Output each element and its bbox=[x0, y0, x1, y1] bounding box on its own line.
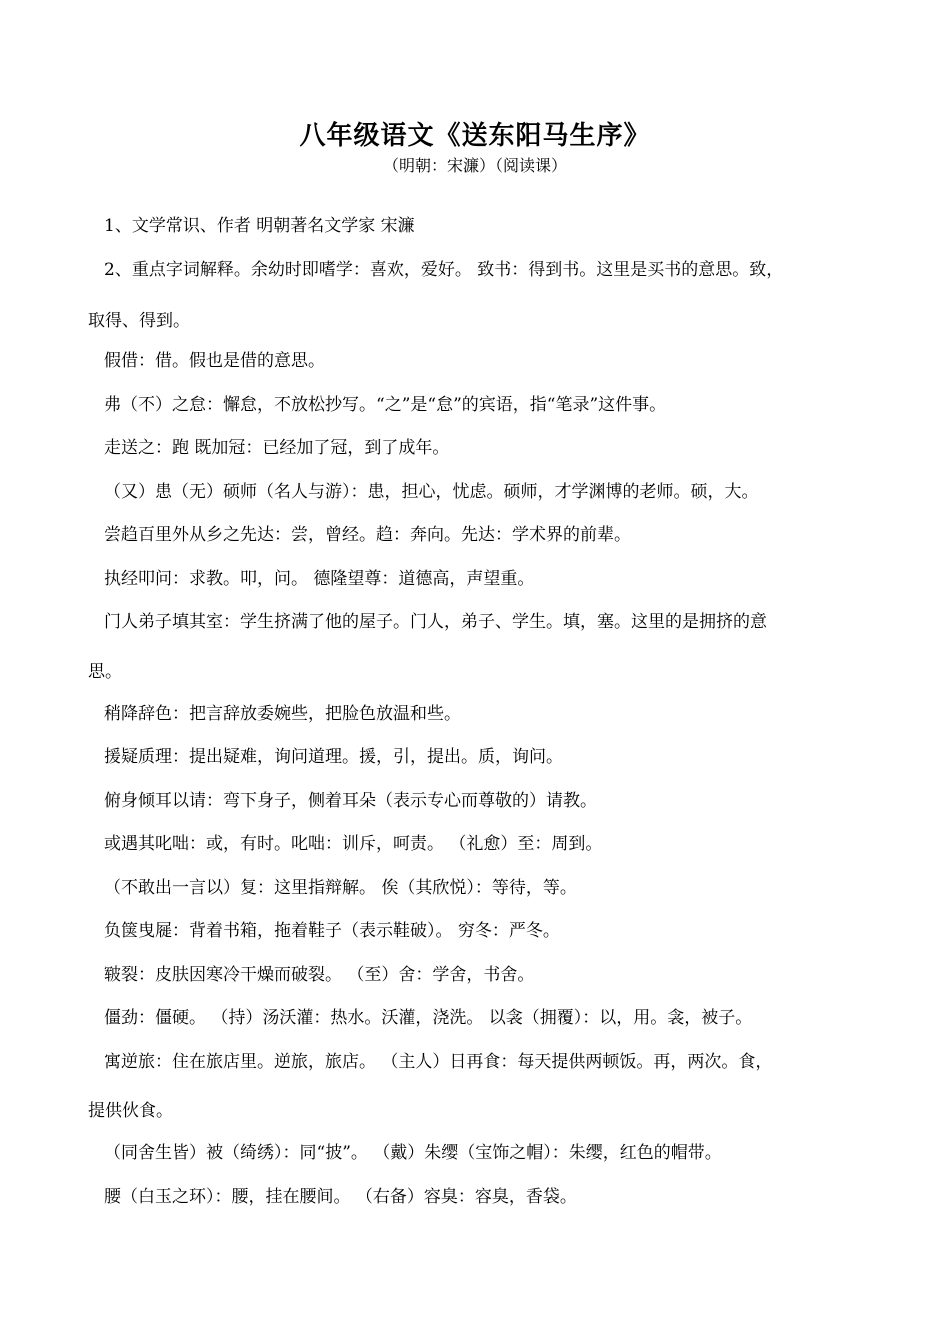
text-line: （又）患（无）硕师（名人与游）：患，担心，忧虑。硕师，才学渊博的老师。硕，大。 bbox=[104, 482, 759, 502]
text-line: 执经叩问：求教。叩，问。 德隆望尊：道德高，声望重。 bbox=[104, 569, 535, 589]
text-line: 假借：借。假也是借的意思。 bbox=[104, 351, 325, 371]
text-line: 腰（白玉之环）：腰，挂在腰间。 （右备）容臭：容臭，香袋。 bbox=[104, 1187, 577, 1207]
text-line: 稍降辞色：把言辞放委婉些，把脸色放温和些。 bbox=[104, 704, 461, 724]
text-line: （不敢出一言以）复：这里指辩解。 俟（其欣悦）：等待，等。 bbox=[104, 878, 577, 898]
text-line: 思。 bbox=[88, 662, 122, 682]
text-line: 走送之：跑 既加冠：已经加了冠，到了成年。 bbox=[104, 438, 450, 458]
text-line: 僵劲：僵硬。 （持）汤沃灌：热水。沃灌，浇洗。 以衾（拥覆）：以，用。衾，被子。 bbox=[104, 1008, 753, 1028]
text-line: 2、重点字词解释。余幼时即嗜学：喜欢，爱好。 致书：得到书。这里是买书的意思。致， bbox=[104, 260, 784, 280]
document-title: 八年级语文《送东阳马生序》 bbox=[299, 121, 651, 151]
text-line: 或遇其叱咄：或，有时。叱咄：训斥，呵责。 （礼愈）至：周到。 bbox=[104, 834, 603, 854]
text-line: 皲裂：皮肤因寒冷干燥而破裂。 （至）舍：学舍，书舍。 bbox=[104, 965, 535, 985]
text-line: 取得、得到。 bbox=[88, 311, 190, 331]
text-line: 俯身倾耳以请：弯下身子，侧着耳朵（表示专心而尊敬的）请教。 bbox=[104, 791, 597, 811]
text-line: 援疑质理：提出疑难，询问道理。援，引，提出。质，询问。 bbox=[104, 747, 563, 767]
text-line: 负箧曳屣：背着书箱，拖着鞋子（表示鞋破）。 穷冬：严冬。 bbox=[104, 921, 560, 941]
text-line: 弗（不）之怠：懈怠，不放松抄写。“之”是“怠”的宾语，指“笔录”这件事。 bbox=[104, 395, 667, 415]
text-line: 尝趋百里外从乡之先达：尝，曾经。趋：奔向。先达：学术界的前辈。 bbox=[104, 525, 631, 545]
document-subtitle: （明朝：宋濂）（阅读课） bbox=[382, 156, 567, 175]
text-line: 1、文学常识、作者 明朝著名文学家 宋濂 bbox=[104, 216, 415, 236]
text-line: （同舍生皆）被（绮绣）：同“披”。 （戴）朱缨（宝饰之帽）：朱缨，红色的帽带。 bbox=[104, 1143, 722, 1163]
text-line: 门人弟子填其室：学生挤满了他的屋子。门人，弟子、学生。填，塞。这里的是拥挤的意 bbox=[104, 612, 767, 632]
text-line: 寓逆旅：住在旅店里。逆旅，旅店。 （主人）日再食：每天提供两顿饭。再，两次。食， bbox=[104, 1052, 773, 1072]
text-line: 提供伙食。 bbox=[88, 1101, 173, 1121]
